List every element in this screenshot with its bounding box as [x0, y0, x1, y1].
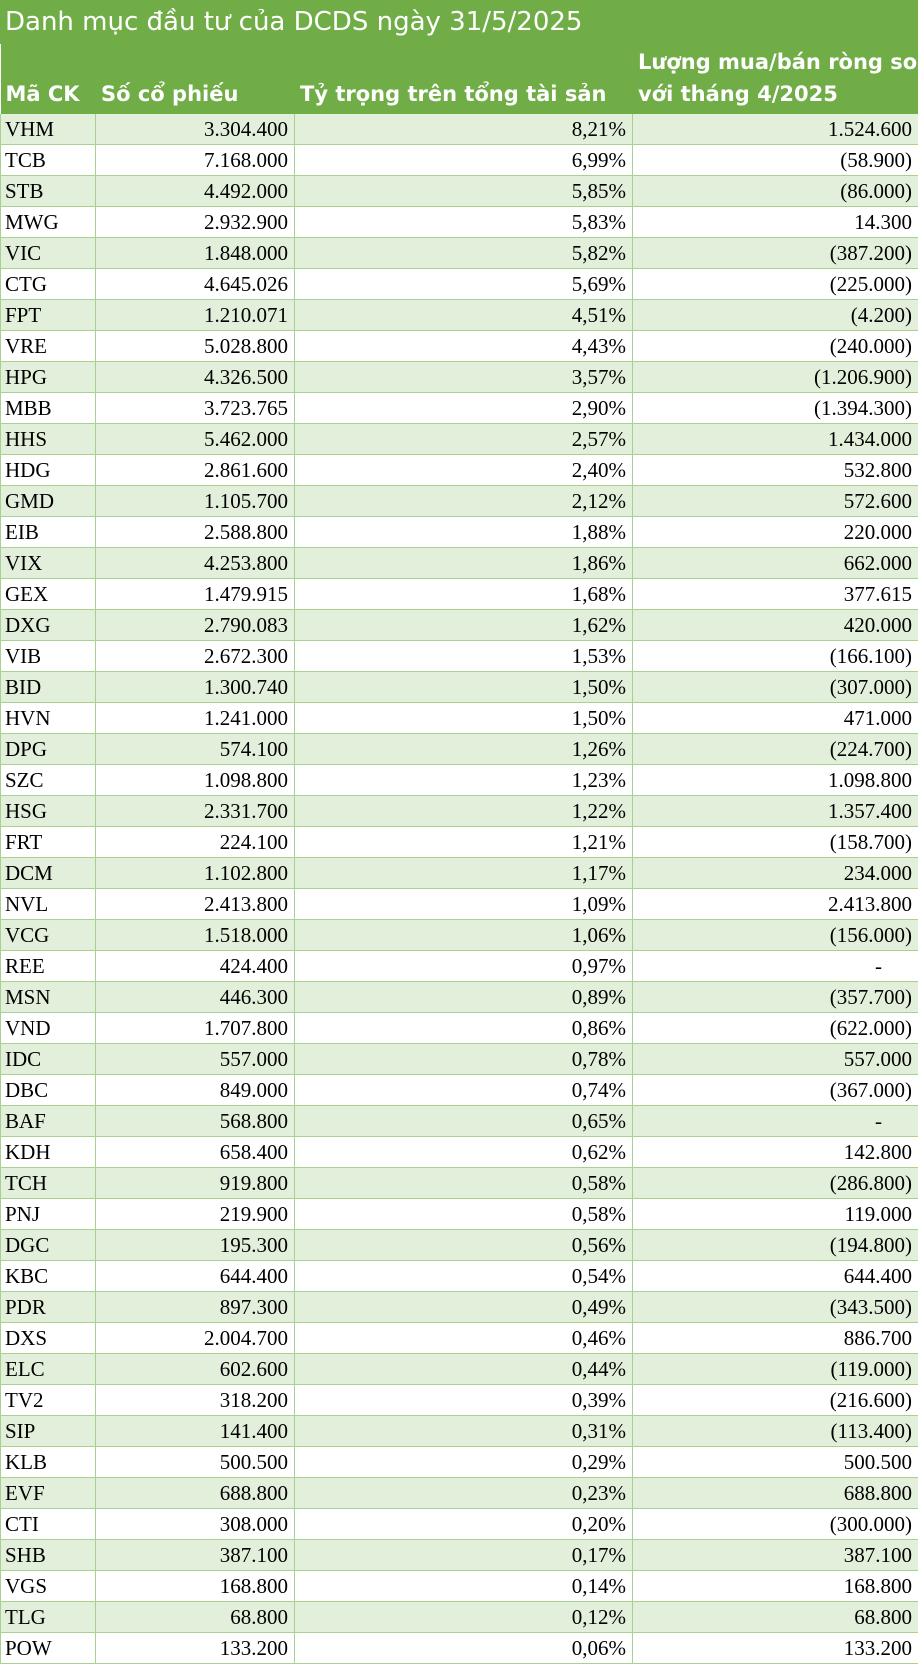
table-row: [1, 362, 918, 393]
cell-weight: 1,22%: [295, 796, 633, 827]
cell-shares: 219.900: [96, 1199, 295, 1230]
cell-shares: 168.800: [96, 1571, 295, 1602]
cell-net-change: 886.700: [633, 1323, 918, 1354]
cell-net-change: 1.524.600: [633, 114, 918, 145]
table-row: [1, 1137, 918, 1168]
cell-net-change: (58.900): [633, 145, 918, 176]
cell-net-change: 662.000: [633, 548, 918, 579]
table-row: [1, 1478, 918, 1509]
table-row: [1, 982, 918, 1013]
cell-code: KBC: [1, 1261, 96, 1292]
cell-code: VRE: [1, 331, 96, 362]
cell-net-change: 119.000: [633, 1199, 918, 1230]
cell-weight: 0,54%: [295, 1261, 633, 1292]
cell-code: REE: [1, 951, 96, 982]
cell-net-change: 14.300: [633, 207, 918, 238]
cell-net-change: 688.800: [633, 1478, 918, 1509]
cell-weight: 1,50%: [295, 672, 633, 703]
table-row: [1, 796, 918, 827]
cell-net-change: (307.000): [633, 672, 918, 703]
cell-weight: 0,20%: [295, 1509, 633, 1540]
cell-code: HDG: [1, 455, 96, 486]
cell-net-change: 142.800: [633, 1137, 918, 1168]
table-row: [1, 1540, 918, 1571]
table-row: [1, 300, 918, 331]
cell-net-change: 2.413.800: [633, 889, 918, 920]
cell-weight: 0,44%: [295, 1354, 633, 1385]
table-row: [1, 1509, 918, 1540]
cell-shares: 644.400: [96, 1261, 295, 1292]
cell-weight: 1,88%: [295, 517, 633, 548]
cell-weight: 1,53%: [295, 641, 633, 672]
table-row: [1, 765, 918, 796]
cell-shares: 5.028.800: [96, 331, 295, 362]
cell-weight: 3,57%: [295, 362, 633, 393]
cell-weight: 0,65%: [295, 1106, 633, 1137]
cell-shares: 4.253.800: [96, 548, 295, 579]
cell-code: HHS: [1, 424, 96, 455]
cell-shares: 568.800: [96, 1106, 295, 1137]
cell-weight: 1,06%: [295, 920, 633, 951]
cell-shares: 2.588.800: [96, 517, 295, 548]
cell-code: MWG: [1, 207, 96, 238]
cell-net-change: 1.434.000: [633, 424, 918, 455]
cell-shares: 897.300: [96, 1292, 295, 1323]
cell-net-change: (1.394.300): [633, 393, 918, 424]
table-row: [1, 858, 918, 889]
cell-net-change: 471.000: [633, 703, 918, 734]
table-row: [1, 1075, 918, 1106]
table-row: [1, 951, 918, 982]
cell-shares: 2.932.900: [96, 207, 295, 238]
cell-shares: 1.518.000: [96, 920, 295, 951]
table-row: [1, 641, 918, 672]
cell-weight: 0,89%: [295, 982, 633, 1013]
cell-weight: 0,74%: [295, 1075, 633, 1106]
cell-code: SHB: [1, 1540, 96, 1571]
table-row: [1, 548, 918, 579]
cell-shares: 1.102.800: [96, 858, 295, 889]
table-row: [1, 703, 918, 734]
cell-weight: 2,40%: [295, 455, 633, 486]
cell-weight: 0,31%: [295, 1416, 633, 1447]
cell-code: FPT: [1, 300, 96, 331]
table-row: [1, 517, 918, 548]
cell-code: DXG: [1, 610, 96, 641]
cell-net-change: (224.700): [633, 734, 918, 765]
cell-weight: 4,51%: [295, 300, 633, 331]
cell-shares: 2.672.300: [96, 641, 295, 672]
table-row: [1, 1385, 918, 1416]
cell-shares: 318.200: [96, 1385, 295, 1416]
cell-code: TCB: [1, 145, 96, 176]
table-row: [1, 424, 918, 455]
table-row: [1, 207, 918, 238]
cell-weight: 1,26%: [295, 734, 633, 765]
cell-shares: 387.100: [96, 1540, 295, 1571]
cell-weight: 0,23%: [295, 1478, 633, 1509]
cell-code: DPG: [1, 734, 96, 765]
cell-code: TLG: [1, 1602, 96, 1633]
table-row: [1, 1602, 918, 1633]
cell-code: TV2: [1, 1385, 96, 1416]
cell-net-change: (225.000): [633, 269, 918, 300]
table-row: [1, 672, 918, 703]
cell-net-change: 572.600: [633, 486, 918, 517]
table-row: [1, 1447, 918, 1478]
cell-code: BAF: [1, 1106, 96, 1137]
cell-shares: 1.098.800: [96, 765, 295, 796]
cell-weight: 0,12%: [295, 1602, 633, 1633]
cell-code: VND: [1, 1013, 96, 1044]
cell-net-change: (113.400): [633, 1416, 918, 1447]
header-weight: Tỷ trọng trên tổng tài sản: [295, 44, 633, 114]
cell-shares: 2.004.700: [96, 1323, 295, 1354]
cell-shares: 4.645.026: [96, 269, 295, 300]
cell-net-change: 387.100: [633, 1540, 918, 1571]
cell-code: STB: [1, 176, 96, 207]
table-row: [1, 269, 918, 300]
cell-code: DXS: [1, 1323, 96, 1354]
cell-shares: 424.400: [96, 951, 295, 982]
cell-shares: 4.492.000: [96, 176, 295, 207]
cell-shares: 141.400: [96, 1416, 295, 1447]
cell-shares: 1.707.800: [96, 1013, 295, 1044]
table-row: [1, 610, 918, 641]
cell-weight: 0,17%: [295, 1540, 633, 1571]
cell-shares: 2.790.083: [96, 610, 295, 641]
cell-code: SZC: [1, 765, 96, 796]
cell-code: GEX: [1, 579, 96, 610]
cell-weight: 0,39%: [295, 1385, 633, 1416]
cell-shares: 1.241.000: [96, 703, 295, 734]
cell-weight: 1,17%: [295, 858, 633, 889]
cell-weight: 1,21%: [295, 827, 633, 858]
cell-net-change: (194.800): [633, 1230, 918, 1261]
cell-net-change: 1.098.800: [633, 765, 918, 796]
cell-code: VIX: [1, 548, 96, 579]
table-row: [1, 920, 918, 951]
cell-code: EVF: [1, 1478, 96, 1509]
table-row: [1, 486, 918, 517]
cell-shares: 308.000: [96, 1509, 295, 1540]
cell-shares: 500.500: [96, 1447, 295, 1478]
cell-weight: 5,82%: [295, 238, 633, 269]
cell-code: HSG: [1, 796, 96, 827]
header-code: Mã CK: [1, 44, 96, 114]
cell-weight: 0,29%: [295, 1447, 633, 1478]
cell-code: SIP: [1, 1416, 96, 1447]
cell-shares: 4.326.500: [96, 362, 295, 393]
cell-net-change: 557.000: [633, 1044, 918, 1075]
cell-weight: 4,43%: [295, 331, 633, 362]
cell-shares: 1.210.071: [96, 300, 295, 331]
table-row: [1, 827, 918, 858]
cell-net-change: (216.600): [633, 1385, 918, 1416]
cell-net-change: -: [633, 1106, 918, 1137]
table-body: [1, 114, 918, 1664]
cell-weight: 1,23%: [295, 765, 633, 796]
cell-net-change: 220.000: [633, 517, 918, 548]
table-row: [1, 1292, 918, 1323]
cell-shares: 919.800: [96, 1168, 295, 1199]
cell-code: MBB: [1, 393, 96, 424]
cell-code: DGC: [1, 1230, 96, 1261]
cell-code: CTG: [1, 269, 96, 300]
cell-shares: 557.000: [96, 1044, 295, 1075]
cell-shares: 1.479.915: [96, 579, 295, 610]
cell-shares: 849.000: [96, 1075, 295, 1106]
table-row: [1, 579, 918, 610]
cell-shares: 574.100: [96, 734, 295, 765]
cell-shares: 7.168.000: [96, 145, 295, 176]
cell-code: NVL: [1, 889, 96, 920]
cell-weight: 0,58%: [295, 1168, 633, 1199]
cell-shares: 224.100: [96, 827, 295, 858]
cell-net-change: 1.357.400: [633, 796, 918, 827]
cell-shares: 1.848.000: [96, 238, 295, 269]
cell-net-change: (286.800): [633, 1168, 918, 1199]
header-shares: Số cổ phiếu: [96, 44, 295, 114]
cell-weight: 0,06%: [295, 1633, 633, 1664]
table-row: [1, 145, 918, 176]
cell-weight: 1,09%: [295, 889, 633, 920]
cell-shares: 2.413.800: [96, 889, 295, 920]
table-row: [1, 1323, 918, 1354]
cell-code: VIB: [1, 641, 96, 672]
cell-net-change: (300.000): [633, 1509, 918, 1540]
cell-code: VGS: [1, 1571, 96, 1602]
cell-code: TCH: [1, 1168, 96, 1199]
cell-code: HPG: [1, 362, 96, 393]
cell-net-change: 532.800: [633, 455, 918, 486]
cell-weight: 1,86%: [295, 548, 633, 579]
cell-weight: 0,56%: [295, 1230, 633, 1261]
table-row: [1, 331, 918, 362]
table-row: [1, 114, 918, 145]
table-row: [1, 176, 918, 207]
table-title: Danh mục đầu tư của DCDS ngày 31/5/2025: [0, 0, 918, 44]
cell-weight: 5,85%: [295, 176, 633, 207]
cell-net-change: 377.615: [633, 579, 918, 610]
cell-net-change: (166.100): [633, 641, 918, 672]
cell-code: GMD: [1, 486, 96, 517]
table-row: [1, 1106, 918, 1137]
cell-weight: 1,62%: [295, 610, 633, 641]
table-row: [1, 1199, 918, 1230]
table-row: [1, 1044, 918, 1075]
cell-shares: 446.300: [96, 982, 295, 1013]
cell-code: VIC: [1, 238, 96, 269]
table-row: [1, 238, 918, 269]
cell-code: VCG: [1, 920, 96, 951]
cell-net-change: (367.000): [633, 1075, 918, 1106]
cell-code: PDR: [1, 1292, 96, 1323]
cell-weight: 0,14%: [295, 1571, 633, 1602]
cell-net-change: (86.000): [633, 176, 918, 207]
cell-weight: 8,21%: [295, 114, 633, 145]
table-row: [1, 1571, 918, 1602]
cell-code: FRT: [1, 827, 96, 858]
cell-shares: 3.304.400: [96, 114, 295, 145]
cell-weight: 5,69%: [295, 269, 633, 300]
table-row: [1, 1230, 918, 1261]
cell-weight: 1,50%: [295, 703, 633, 734]
cell-net-change: (1.206.900): [633, 362, 918, 393]
cell-net-change: 420.000: [633, 610, 918, 641]
cell-weight: 2,57%: [295, 424, 633, 455]
cell-net-change: 644.400: [633, 1261, 918, 1292]
cell-shares: 2.331.700: [96, 796, 295, 827]
cell-weight: 2,12%: [295, 486, 633, 517]
table-header: [1, 44, 918, 114]
header-row: [1, 44, 918, 114]
cell-weight: 0,86%: [295, 1013, 633, 1044]
cell-shares: 658.400: [96, 1137, 295, 1168]
cell-code: POW: [1, 1633, 96, 1664]
cell-weight: 5,83%: [295, 207, 633, 238]
table-row: [1, 1261, 918, 1292]
cell-weight: 0,62%: [295, 1137, 633, 1168]
table-row: [1, 393, 918, 424]
cell-weight: 0,46%: [295, 1323, 633, 1354]
cell-code: EIB: [1, 517, 96, 548]
table-row: [1, 455, 918, 486]
cell-code: MSN: [1, 982, 96, 1013]
cell-net-change: (357.700): [633, 982, 918, 1013]
cell-net-change: (4.200): [633, 300, 918, 331]
table-row: [1, 1354, 918, 1385]
cell-weight: 6,99%: [295, 145, 633, 176]
cell-shares: 68.800: [96, 1602, 295, 1633]
cell-shares: 1.300.740: [96, 672, 295, 703]
portfolio-table: [0, 44, 918, 1664]
cell-code: CTI: [1, 1509, 96, 1540]
cell-net-change: 168.800: [633, 1571, 918, 1602]
cell-code: IDC: [1, 1044, 96, 1075]
table-row: [1, 1168, 918, 1199]
cell-shares: 1.105.700: [96, 486, 295, 517]
cell-net-change: 68.800: [633, 1602, 918, 1633]
cell-code: BID: [1, 672, 96, 703]
cell-net-change: 133.200: [633, 1633, 918, 1664]
table-row: [1, 889, 918, 920]
cell-weight: 2,90%: [295, 393, 633, 424]
table-row: [1, 1416, 918, 1447]
cell-code: DBC: [1, 1075, 96, 1106]
cell-net-change: 500.500: [633, 1447, 918, 1478]
cell-code: KLB: [1, 1447, 96, 1478]
cell-shares: 133.200: [96, 1633, 295, 1664]
cell-net-change: 234.000: [633, 858, 918, 889]
cell-net-change: (158.700): [633, 827, 918, 858]
cell-weight: 0,97%: [295, 951, 633, 982]
cell-net-change: (387.200): [633, 238, 918, 269]
cell-code: DCM: [1, 858, 96, 889]
cell-shares: 195.300: [96, 1230, 295, 1261]
cell-net-change: (119.000): [633, 1354, 918, 1385]
table-row: [1, 734, 918, 765]
cell-code: PNJ: [1, 1199, 96, 1230]
cell-shares: 3.723.765: [96, 393, 295, 424]
cell-shares: 2.861.600: [96, 455, 295, 486]
cell-shares: 688.800: [96, 1478, 295, 1509]
header-net-change: Lượng mua/bán ròng so với tháng 4/2025: [633, 44, 918, 114]
cell-net-change: -: [633, 951, 918, 982]
table-row: [1, 1013, 918, 1044]
cell-shares: 5.462.000: [96, 424, 295, 455]
table-row: [1, 1633, 918, 1664]
cell-code: HVN: [1, 703, 96, 734]
cell-shares: 602.600: [96, 1354, 295, 1385]
cell-weight: 0,58%: [295, 1199, 633, 1230]
cell-net-change: (622.000): [633, 1013, 918, 1044]
cell-weight: 0,49%: [295, 1292, 633, 1323]
cell-code: KDH: [1, 1137, 96, 1168]
cell-weight: 1,68%: [295, 579, 633, 610]
cell-code: VHM: [1, 114, 96, 145]
cell-weight: 0,78%: [295, 1044, 633, 1075]
cell-net-change: (343.500): [633, 1292, 918, 1323]
cell-net-change: (240.000): [633, 331, 918, 362]
cell-code: ELC: [1, 1354, 96, 1385]
cell-net-change: (156.000): [633, 920, 918, 951]
